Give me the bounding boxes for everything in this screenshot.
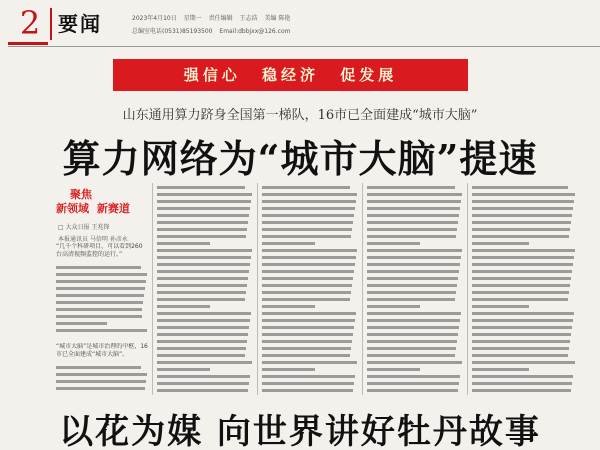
text-line bbox=[472, 263, 573, 266]
text-line bbox=[262, 235, 351, 238]
text-line bbox=[157, 361, 252, 364]
text-line bbox=[472, 354, 568, 357]
text-line bbox=[262, 298, 350, 301]
text-line bbox=[472, 270, 572, 273]
text-line bbox=[472, 298, 568, 301]
text-line bbox=[157, 347, 246, 350]
text-line bbox=[367, 256, 461, 259]
text-line bbox=[367, 291, 456, 294]
section-title: 要闻 bbox=[58, 12, 102, 36]
text-line bbox=[157, 186, 245, 189]
text-line bbox=[262, 347, 351, 350]
text-line bbox=[262, 375, 355, 378]
edition-weekday: 星期一 bbox=[183, 15, 202, 22]
edition-date: 2023年4月10日 bbox=[132, 15, 177, 22]
text-line bbox=[157, 319, 250, 322]
text-line bbox=[157, 298, 245, 301]
column-rule bbox=[467, 183, 468, 395]
article-headline: 算力网络为“城市大脑”提速 bbox=[62, 136, 538, 181]
text-line bbox=[56, 266, 141, 269]
text-line bbox=[472, 326, 572, 329]
body-text-column bbox=[262, 186, 358, 396]
text-line bbox=[367, 214, 459, 217]
text-line bbox=[157, 221, 248, 224]
column-rule bbox=[257, 183, 258, 395]
newsroom-phone: 总编室电话(0531)85193500 bbox=[132, 28, 213, 35]
text-line bbox=[56, 294, 144, 297]
text-line bbox=[56, 329, 147, 332]
body-text-column bbox=[472, 186, 576, 396]
newsroom-email: Email:dbbjxx@126.com bbox=[219, 28, 291, 35]
text-line bbox=[157, 263, 250, 266]
text-line bbox=[262, 319, 355, 322]
text-line bbox=[367, 361, 462, 364]
text-line bbox=[157, 200, 251, 203]
text-line bbox=[262, 207, 355, 210]
text-line bbox=[472, 242, 529, 245]
text-line bbox=[472, 249, 575, 252]
text-line bbox=[367, 340, 457, 343]
text-line bbox=[472, 200, 574, 203]
text-line bbox=[367, 242, 420, 245]
text-line bbox=[262, 312, 356, 315]
byline-correspondent: 本报通讯员 马信明 孙彦永 bbox=[58, 236, 128, 243]
feature-logo bbox=[56, 186, 138, 216]
text-line bbox=[157, 193, 252, 196]
text-line bbox=[262, 214, 354, 217]
text-line bbox=[367, 277, 458, 280]
text-line bbox=[56, 273, 147, 276]
text-line bbox=[157, 375, 250, 378]
text-line bbox=[472, 207, 573, 210]
text-line bbox=[472, 214, 572, 217]
feature-logo-subtitle-2: 新赛道 bbox=[96, 202, 130, 215]
text-line bbox=[472, 333, 571, 336]
text-line bbox=[157, 235, 246, 238]
page-number: 2 bbox=[19, 4, 41, 42]
text-line bbox=[157, 277, 248, 280]
text-line bbox=[262, 389, 353, 392]
text-line bbox=[157, 312, 251, 315]
text-line bbox=[367, 249, 462, 252]
text-line bbox=[367, 312, 461, 315]
text-line bbox=[367, 284, 457, 287]
text-line bbox=[472, 186, 568, 189]
slogan-2: 稳经济 bbox=[261, 66, 319, 84]
text-line bbox=[472, 389, 571, 392]
feature-logo-title: 聚焦 bbox=[70, 188, 92, 201]
text-line bbox=[367, 382, 459, 385]
text-line bbox=[367, 368, 420, 371]
text-line bbox=[157, 333, 248, 336]
body-text-column bbox=[56, 266, 148, 340]
designer-credit: 美编 陈艳 bbox=[264, 15, 291, 22]
text-line bbox=[56, 322, 107, 325]
text-line bbox=[367, 375, 460, 378]
text-line bbox=[367, 207, 460, 210]
text-line bbox=[472, 312, 574, 315]
slogan-banner bbox=[113, 59, 468, 91]
text-line bbox=[56, 373, 147, 376]
text-line bbox=[262, 249, 357, 252]
text-line bbox=[367, 235, 456, 238]
text-line bbox=[56, 387, 145, 390]
text-line bbox=[262, 354, 350, 357]
text-line bbox=[472, 291, 569, 294]
section-divider bbox=[50, 8, 52, 40]
contact-meta bbox=[132, 26, 295, 35]
text-line bbox=[56, 280, 146, 283]
text-line bbox=[472, 256, 574, 259]
feature-logo-subtitle-1: 新领域 bbox=[56, 202, 89, 215]
text-line bbox=[367, 221, 458, 224]
column-rule bbox=[152, 183, 153, 395]
body-text-column bbox=[157, 186, 253, 396]
text-line bbox=[157, 382, 249, 385]
text-line bbox=[367, 354, 455, 357]
next-article-headline: 以花为媒 向世界讲好牡丹故事 bbox=[59, 412, 541, 450]
text-line bbox=[262, 333, 353, 336]
text-line bbox=[262, 326, 354, 329]
text-line bbox=[367, 333, 458, 336]
editor-label: 责任编辑 bbox=[208, 15, 233, 22]
text-line bbox=[472, 228, 570, 231]
text-line bbox=[157, 228, 247, 231]
text-line bbox=[472, 305, 529, 308]
page-number-underline bbox=[8, 42, 48, 45]
body-text-column bbox=[56, 366, 148, 396]
masthead bbox=[0, 0, 600, 46]
feature-logo-subtitle bbox=[56, 200, 134, 216]
text-line bbox=[472, 382, 572, 385]
text-line bbox=[157, 214, 249, 217]
text-line bbox=[157, 256, 251, 259]
text-line bbox=[157, 389, 248, 392]
text-line bbox=[262, 340, 352, 343]
text-line bbox=[157, 354, 245, 357]
text-line bbox=[367, 228, 457, 231]
text-line bbox=[367, 389, 458, 392]
editor-name: 王志浩 bbox=[239, 15, 258, 22]
text-line bbox=[367, 193, 462, 196]
text-line bbox=[262, 193, 357, 196]
column-rule bbox=[362, 183, 363, 395]
text-line bbox=[472, 193, 575, 196]
text-line bbox=[367, 270, 459, 273]
masthead-rule bbox=[8, 46, 600, 47]
byline-reporter: □ 大众日报 王兆锋 bbox=[58, 224, 110, 231]
text-line bbox=[56, 315, 142, 318]
text-line bbox=[367, 200, 461, 203]
text-line bbox=[262, 361, 357, 364]
text-line bbox=[157, 242, 210, 245]
text-line bbox=[367, 298, 455, 301]
text-line bbox=[262, 284, 352, 287]
text-line bbox=[157, 326, 249, 329]
text-line bbox=[157, 340, 247, 343]
text-line bbox=[262, 200, 356, 203]
text-line bbox=[157, 368, 210, 371]
text-line bbox=[157, 249, 252, 252]
text-line bbox=[367, 186, 455, 189]
text-line bbox=[157, 284, 247, 287]
text-line bbox=[56, 308, 142, 311]
text-line bbox=[56, 380, 146, 383]
slogan-3: 促发展 bbox=[340, 66, 398, 84]
text-line bbox=[472, 375, 573, 378]
text-line bbox=[262, 368, 315, 371]
text-line bbox=[472, 347, 569, 350]
article-paragraph: “城市大脑”是城市治理的中枢，16市已全面建成“城市大脑”。 bbox=[56, 343, 148, 358]
text-line bbox=[262, 221, 353, 224]
text-line bbox=[367, 347, 456, 350]
article-paragraph: “几千个科研项目，可以看到260台高清视频监控的运行。” bbox=[56, 243, 143, 258]
body-text-column bbox=[367, 186, 463, 396]
text-line bbox=[262, 263, 355, 266]
text-line bbox=[472, 368, 529, 371]
text-line bbox=[157, 305, 210, 308]
text-line bbox=[262, 291, 351, 294]
slogan-1: 强信心 bbox=[183, 66, 241, 84]
edition-meta bbox=[132, 13, 295, 22]
text-line bbox=[56, 287, 145, 290]
text-line bbox=[472, 221, 571, 224]
text-line bbox=[367, 326, 459, 329]
text-line bbox=[262, 242, 315, 245]
text-line bbox=[367, 319, 460, 322]
article-kicker: 山东通用算力跻身全国第一梯队，16市已全面建成“城市大脑” bbox=[122, 108, 478, 123]
text-line bbox=[56, 366, 141, 369]
text-line bbox=[262, 228, 352, 231]
text-line bbox=[262, 277, 353, 280]
text-line bbox=[472, 340, 570, 343]
text-line bbox=[472, 277, 571, 280]
text-line bbox=[472, 361, 575, 364]
text-line bbox=[262, 186, 350, 189]
text-line bbox=[367, 263, 460, 266]
text-line bbox=[367, 305, 420, 308]
text-line bbox=[472, 284, 570, 287]
text-line bbox=[262, 382, 354, 385]
text-line bbox=[157, 291, 246, 294]
text-line bbox=[262, 305, 315, 308]
text-line bbox=[157, 207, 250, 210]
text-line bbox=[472, 235, 569, 238]
text-line bbox=[262, 270, 354, 273]
text-line bbox=[56, 301, 143, 304]
text-line bbox=[472, 319, 573, 322]
text-line bbox=[157, 270, 249, 273]
text-line bbox=[262, 256, 356, 259]
